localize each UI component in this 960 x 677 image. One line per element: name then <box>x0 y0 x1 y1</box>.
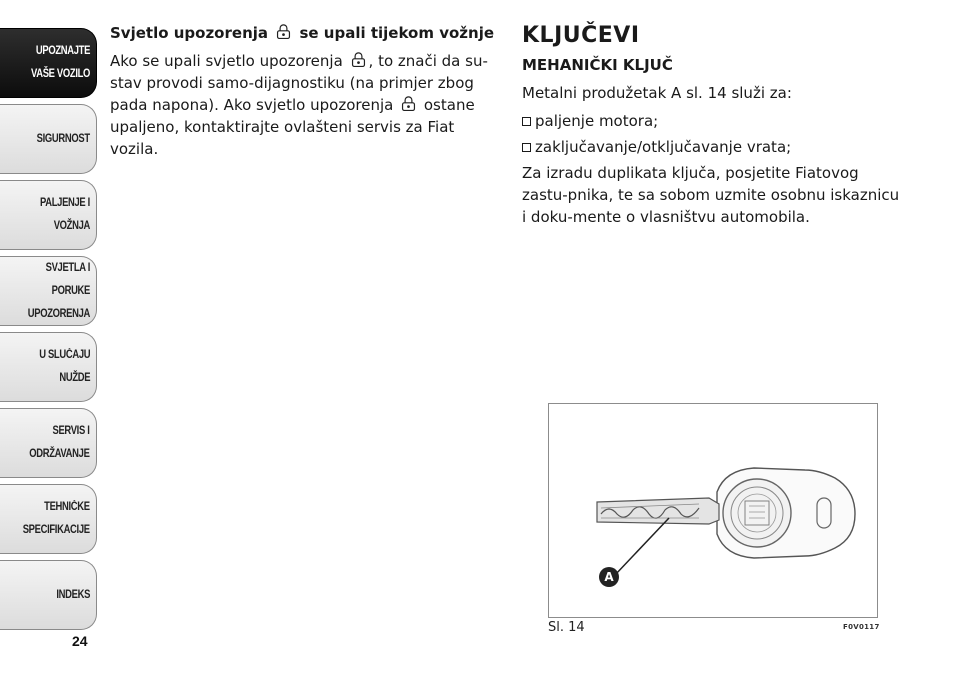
para-text-part3: ostane upaljeno, kontaktirajte ovlašteni servis za Fiat vozila. <box>110 96 475 158</box>
warning-light-section <box>110 22 500 166</box>
heading-text-part1: Svjetlo upozorenja <box>110 24 269 42</box>
key-warning-icon <box>275 24 292 41</box>
closing-paragraph: Za izradu duplikata ključa, posjetite Fiatovog zastu-pnika, te sa sobom uzmite osobnu iskaznicu i doku-mente o vlasništvu automobila. <box>522 164 900 226</box>
para-text-part2: , to znači da su-stav provodi samo-dijagnostiku (na primjer zbog pada napona). Ako svjetlo upozorenja <box>110 52 488 114</box>
callout-a-badge <box>599 567 619 587</box>
mechanical-key-heading: MEHANIČKI KLJUČ <box>522 56 673 74</box>
para-text-part1: Ako se upali svjetlo upozorenja <box>110 52 343 70</box>
tab-indeks[interactable]: INDEKS <box>0 560 97 630</box>
tab-tehnicke-specifikacije[interactable]: TEHNIČKE SPECIFIKACIJE <box>0 484 97 554</box>
list-item <box>522 136 902 158</box>
keys-section <box>522 22 902 234</box>
list-item-text: zaključavanje/otključavanje vrata; <box>535 138 792 156</box>
tab-servis-i-odrzavanje[interactable]: SERVIS I ODRŽAVANJE <box>0 408 97 478</box>
page-number: 24 <box>72 633 88 649</box>
tab-paljenje-i-voznja[interactable]: PALJENJE I VOŽNJA <box>0 180 97 250</box>
callout-label: A <box>604 570 614 584</box>
checkbox-bullet-icon <box>522 143 531 152</box>
tab-sigurnost[interactable]: SIGURNOST <box>0 104 97 174</box>
heading-text-part2: se upali tijekom vožnje <box>299 24 495 42</box>
figure-code: F0V0117 <box>843 623 880 631</box>
tab-svjetla-i-poruke-upozorenja[interactable]: SVJETLA I PORUKE UPOZORENJA <box>0 256 97 326</box>
key-warning-icon <box>400 96 417 113</box>
section-heading <box>110 22 500 44</box>
list-item-text: paljenje motora; <box>535 112 659 130</box>
list-item <box>522 110 902 132</box>
key-illustration <box>549 404 876 616</box>
checkbox-bullet-icon <box>522 117 531 126</box>
intro-paragraph: Metalni produžetak A sl. 14 služi za: <box>522 84 792 102</box>
warning-light-paragraph <box>110 50 500 160</box>
key-figure <box>548 403 878 618</box>
figure-caption: Sl. 14 <box>548 620 585 635</box>
tab-upoznajte-vase-vozilo[interactable]: UPOZNAJTE VAŠE VOZILO <box>0 28 97 98</box>
page-title: KLJUČEVI <box>522 23 640 48</box>
key-warning-icon <box>350 52 367 69</box>
tab-u-slucaju-nuzde[interactable]: U SLUČAJU NUŽDE <box>0 332 97 402</box>
